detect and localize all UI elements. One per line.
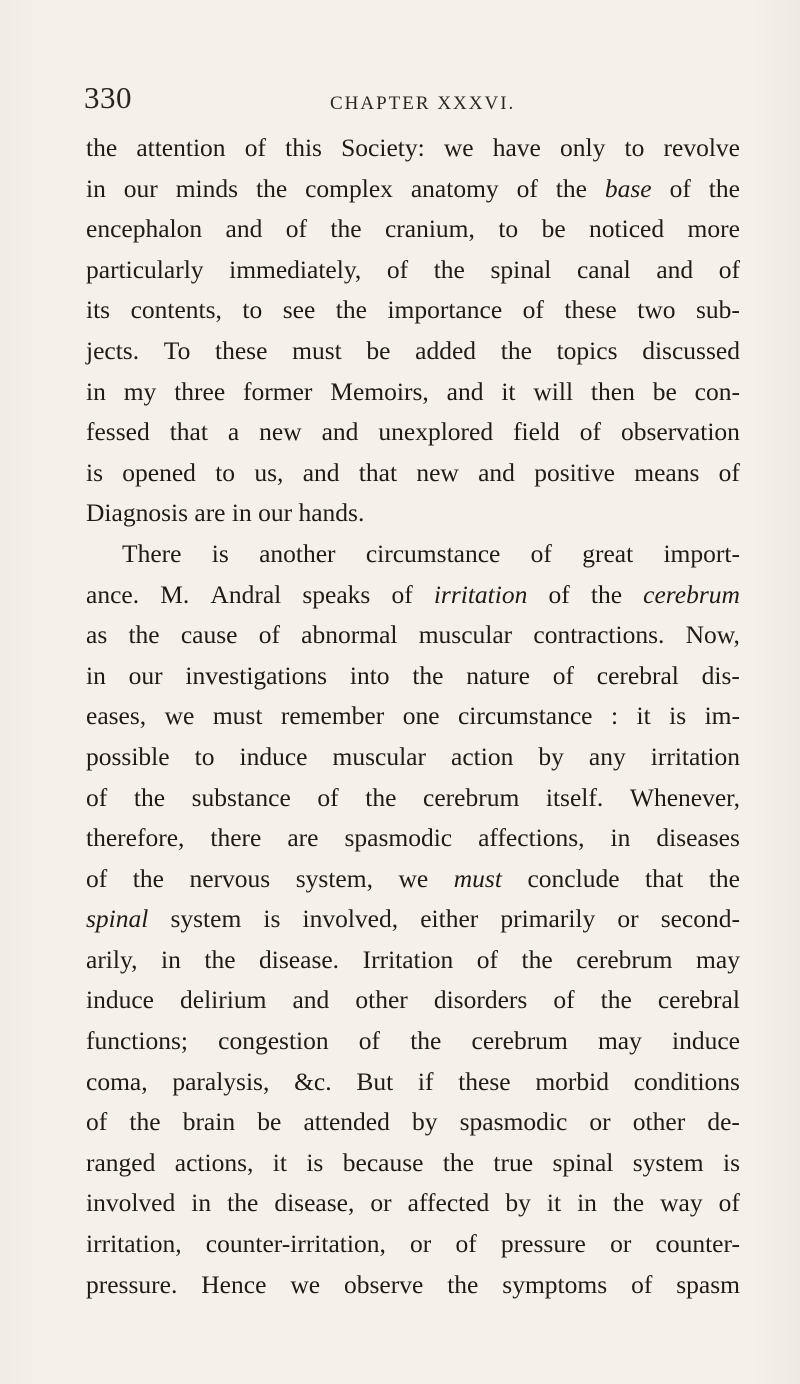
word: Irritation (362, 944, 454, 974)
word: to (215, 457, 236, 487)
word: its (86, 295, 111, 325)
word: of (718, 457, 740, 487)
word: import- (663, 538, 740, 568)
word: the (447, 1269, 479, 1299)
word: of (391, 579, 413, 609)
text-line (86, 778, 740, 819)
text-line (86, 818, 740, 859)
word: abnormal (301, 620, 398, 650)
text-line (86, 290, 740, 331)
word: base (604, 173, 652, 203)
word: and (321, 417, 359, 447)
text-line (86, 250, 740, 291)
text-line (86, 209, 740, 250)
word: cause (180, 620, 238, 650)
word: irritation (433, 579, 528, 609)
word: induce (672, 1026, 740, 1056)
text-line (86, 980, 740, 1021)
word: be (366, 335, 391, 365)
running-head: CHAPTER XXXVI. (330, 93, 516, 114)
word: attended (303, 1107, 390, 1137)
word: primarily (500, 904, 596, 934)
word: the (708, 863, 740, 893)
word: of (476, 944, 499, 974)
word: discussed (642, 335, 740, 365)
text-line (86, 737, 740, 778)
word: that (645, 863, 684, 893)
word: of (718, 1188, 740, 1218)
word: fessed (86, 417, 150, 447)
word: of (522, 295, 544, 325)
text-line (86, 128, 740, 169)
word: attention (136, 133, 226, 162)
word: by (411, 1107, 438, 1137)
text-line (86, 1183, 740, 1224)
text-line (86, 169, 740, 210)
word: into (349, 660, 390, 690)
word: our (123, 173, 158, 203)
word: itself. (545, 782, 604, 812)
text-line (86, 1062, 740, 1103)
word: affections, (478, 823, 585, 853)
word: of (631, 1269, 653, 1299)
word: the (442, 1147, 474, 1177)
word: of (358, 1026, 381, 1056)
word: Memoirs, (330, 376, 429, 406)
word: of (530, 538, 552, 568)
word: by (505, 1188, 531, 1218)
word: symptoms (502, 1269, 608, 1299)
word: because (342, 1147, 424, 1177)
text-line (86, 859, 740, 900)
word: remember (280, 701, 385, 731)
word: speaks (302, 579, 371, 609)
word: pressure. (86, 1269, 178, 1299)
word: we (398, 863, 429, 893)
word: Diagnosis (86, 498, 188, 528)
text-line (86, 1021, 740, 1062)
word: it (501, 376, 516, 406)
word: irritation (650, 741, 740, 771)
word: of (548, 579, 570, 609)
word: contents, (130, 295, 222, 325)
word: actions, (174, 1147, 254, 1177)
word: coma, (86, 1066, 148, 1096)
word: us, (254, 457, 284, 487)
word: canal (576, 254, 631, 284)
word: To (163, 335, 191, 365)
word: of (317, 782, 339, 812)
word: other (632, 1107, 686, 1137)
word: involved (86, 1188, 176, 1218)
word: and (292, 985, 330, 1015)
word: be (541, 214, 566, 244)
word: the (555, 173, 587, 203)
paragraph (86, 534, 740, 1305)
word: these (564, 295, 617, 325)
text-line (86, 453, 740, 494)
word: that (358, 457, 398, 487)
word: will (533, 376, 574, 406)
word: the (227, 1188, 259, 1218)
word: is (306, 1147, 324, 1177)
word: cerebrum (643, 579, 740, 609)
word: in (610, 823, 631, 853)
text-line (86, 372, 740, 413)
word: more (687, 214, 740, 244)
word: im- (704, 701, 740, 731)
word: the (129, 1107, 161, 1137)
word: these (458, 1066, 511, 1096)
word: de- (707, 1107, 740, 1137)
word: of (669, 173, 691, 203)
word: cranium, (384, 214, 475, 244)
word: must (292, 335, 342, 365)
word: possible (86, 741, 170, 771)
text-line (86, 575, 740, 616)
word: and (302, 457, 340, 487)
word: spinal (490, 254, 552, 284)
word: Hence (201, 1269, 267, 1299)
word: in (160, 944, 181, 974)
word: of (244, 133, 266, 162)
word: muscular (418, 620, 513, 650)
text-line (86, 1102, 740, 1143)
word: ance. (86, 579, 140, 609)
word: cerebrum (471, 1026, 568, 1056)
word: spasmodic (344, 823, 453, 853)
word: that (169, 417, 208, 447)
word: spasmodic (459, 1107, 568, 1137)
word: of (552, 660, 574, 690)
word: irritation, (86, 1229, 182, 1259)
word: disorders (433, 985, 528, 1015)
word: in (86, 173, 106, 203)
word: by (538, 741, 564, 771)
word: conditions (633, 1066, 740, 1096)
word: : (610, 701, 619, 731)
word: induce (239, 741, 308, 771)
word: particularly (86, 254, 204, 284)
word: But (356, 1066, 394, 1096)
word: topics (556, 335, 618, 365)
word: and (446, 376, 484, 406)
word: counter-irritation, (205, 1229, 386, 1259)
word: of (455, 1229, 477, 1259)
word: see (282, 295, 316, 325)
word: great (582, 538, 634, 568)
word: importance (387, 295, 503, 325)
word: Andral (210, 579, 282, 609)
text-line (86, 940, 740, 981)
word: means (634, 457, 700, 487)
word: arily, (86, 944, 138, 974)
word: circumstance (365, 538, 501, 568)
word: counter- (655, 1229, 740, 1259)
word: the (433, 254, 465, 284)
word: as (86, 620, 108, 650)
word: this (285, 133, 322, 162)
word: three (174, 376, 226, 406)
word: or (610, 1229, 632, 1259)
word: affected (407, 1188, 490, 1218)
word: morbid (535, 1066, 609, 1096)
word: if (417, 1066, 434, 1096)
word: in (86, 376, 106, 406)
word: the (133, 782, 166, 812)
page-number: 330 (84, 80, 132, 115)
word: or (410, 1229, 432, 1259)
text-line (86, 899, 740, 940)
word: is (211, 538, 229, 568)
word: Now, (685, 620, 740, 650)
text-line (86, 493, 740, 534)
word: one (402, 701, 440, 731)
word: to (498, 214, 519, 244)
word: system (170, 904, 242, 934)
word: way (660, 1188, 703, 1218)
word: must (212, 701, 263, 731)
text-line (86, 1143, 740, 1184)
word: disease, (274, 1188, 355, 1218)
word: or (370, 1188, 392, 1218)
word: M. (160, 579, 190, 609)
word: is (86, 457, 104, 487)
word: of (718, 254, 740, 284)
word: of (86, 863, 108, 893)
word: it (272, 1147, 287, 1177)
word: second- (660, 904, 740, 934)
word: sub- (695, 295, 740, 325)
word: cerebral (596, 660, 679, 690)
word: hands. (298, 498, 365, 528)
word: of (285, 214, 307, 244)
word: the (330, 214, 362, 244)
text-line (86, 331, 740, 372)
word: the (521, 944, 553, 974)
word: conclude (527, 863, 620, 893)
word: the (256, 173, 288, 203)
word: the (500, 335, 532, 365)
word: or (589, 1107, 611, 1137)
word: is (669, 701, 687, 731)
word: therefore, (86, 823, 185, 853)
word: our (128, 660, 163, 690)
word: positive (534, 457, 615, 487)
word: muscular (332, 741, 426, 771)
word: the (128, 620, 160, 650)
word: the (335, 295, 367, 325)
text-line (86, 696, 740, 737)
word: former (243, 376, 313, 406)
word: the (132, 863, 164, 893)
word: the (412, 660, 444, 690)
word: new (416, 457, 459, 487)
word: involved, (302, 904, 399, 934)
word: other (355, 985, 408, 1015)
text-line (86, 534, 740, 575)
word: in (577, 1188, 597, 1218)
word: it (636, 701, 651, 731)
word: we (290, 1269, 321, 1299)
word: of (86, 1107, 108, 1137)
word: only (560, 133, 606, 162)
word: pressure (500, 1229, 586, 1259)
word: be (257, 1107, 282, 1137)
word: to (194, 741, 215, 771)
word: another (259, 538, 336, 568)
word: are (287, 823, 319, 853)
word: the (590, 579, 623, 609)
word: in (86, 660, 106, 690)
word: new (259, 417, 302, 447)
word: our (258, 498, 293, 528)
word: the (612, 1188, 645, 1218)
word: There (122, 538, 182, 568)
word: is (722, 1147, 740, 1177)
word: may (597, 1026, 642, 1056)
word: minds (175, 173, 239, 203)
word: opened (122, 457, 196, 487)
word: substance (191, 782, 291, 812)
word: the (708, 173, 740, 203)
word: must (453, 863, 502, 893)
word: and (478, 457, 515, 487)
paragraph (86, 128, 740, 534)
text-line (86, 1265, 740, 1306)
word: either (420, 904, 479, 934)
word: the (86, 133, 118, 162)
word: nervous (189, 863, 271, 893)
word: jects. (86, 335, 140, 365)
word: spinal (86, 904, 149, 934)
word: observation (620, 417, 740, 447)
word: complex (305, 173, 393, 203)
word: paralysis, (172, 1066, 270, 1096)
word: action (451, 741, 514, 771)
word: circumstance (457, 701, 593, 731)
text-line (86, 656, 740, 697)
word: the (204, 944, 236, 974)
word: added (415, 335, 477, 365)
word: my (123, 376, 157, 406)
word: con- (694, 376, 740, 406)
word: of (386, 254, 409, 284)
word: nature (466, 660, 530, 690)
word: then (590, 376, 635, 406)
text-line (86, 615, 740, 656)
word: of (553, 985, 575, 1015)
word: these (215, 335, 268, 365)
word: is (263, 904, 281, 934)
word: we (443, 133, 474, 162)
word: there (210, 823, 262, 853)
word: induce (86, 985, 154, 1015)
word: the (410, 1026, 442, 1056)
word: Whenever, (629, 782, 740, 812)
word: &c. (294, 1066, 332, 1096)
word: the (600, 985, 632, 1015)
word: cerebrum (423, 782, 520, 812)
word: observe (343, 1269, 424, 1299)
word: diseases (656, 823, 740, 853)
word: of (258, 620, 280, 650)
word: of (516, 173, 538, 203)
word: it (546, 1188, 562, 1218)
word: system, (295, 863, 373, 893)
word: noticed (589, 214, 665, 244)
word: any (588, 741, 626, 771)
word: contractions. (533, 620, 665, 650)
word: spinal (552, 1147, 614, 1177)
word: revolve (663, 133, 740, 162)
word: in (231, 498, 252, 528)
word: system (632, 1147, 704, 1177)
word: ranged (86, 1147, 156, 1177)
word: immediately, (229, 254, 362, 284)
word: the (365, 782, 397, 812)
word: brain (182, 1107, 236, 1137)
word: and (225, 214, 263, 244)
word: of (86, 782, 108, 812)
word: or (617, 904, 639, 934)
word: cerebrum (576, 944, 673, 974)
word: unexplored (378, 417, 494, 447)
word: to (242, 295, 263, 325)
word: may (696, 944, 740, 974)
word: investigations (185, 660, 328, 690)
word: two (637, 295, 676, 325)
word: be (652, 376, 677, 406)
word: to (624, 133, 645, 162)
word: disease. (259, 944, 340, 974)
text-line (86, 1224, 740, 1265)
word: of (579, 417, 601, 447)
word: functions; (86, 1026, 188, 1056)
word: in (191, 1188, 212, 1218)
word: true (493, 1147, 534, 1177)
word: encephalon (86, 214, 203, 244)
word: cerebral (657, 985, 740, 1015)
word: field (513, 417, 560, 447)
word: dis- (701, 660, 740, 690)
word: Society: (341, 133, 425, 162)
word: anatomy (410, 173, 499, 203)
word: spasm (676, 1269, 740, 1299)
word: and (656, 254, 694, 284)
word: we (164, 701, 195, 731)
word: eases, (86, 701, 147, 731)
word: congestion (218, 1026, 329, 1056)
body-text (86, 128, 740, 1305)
text-line (86, 412, 740, 453)
word: a (227, 417, 240, 447)
word: are (194, 498, 226, 528)
word: delirium (180, 985, 267, 1015)
word: have (492, 133, 541, 162)
